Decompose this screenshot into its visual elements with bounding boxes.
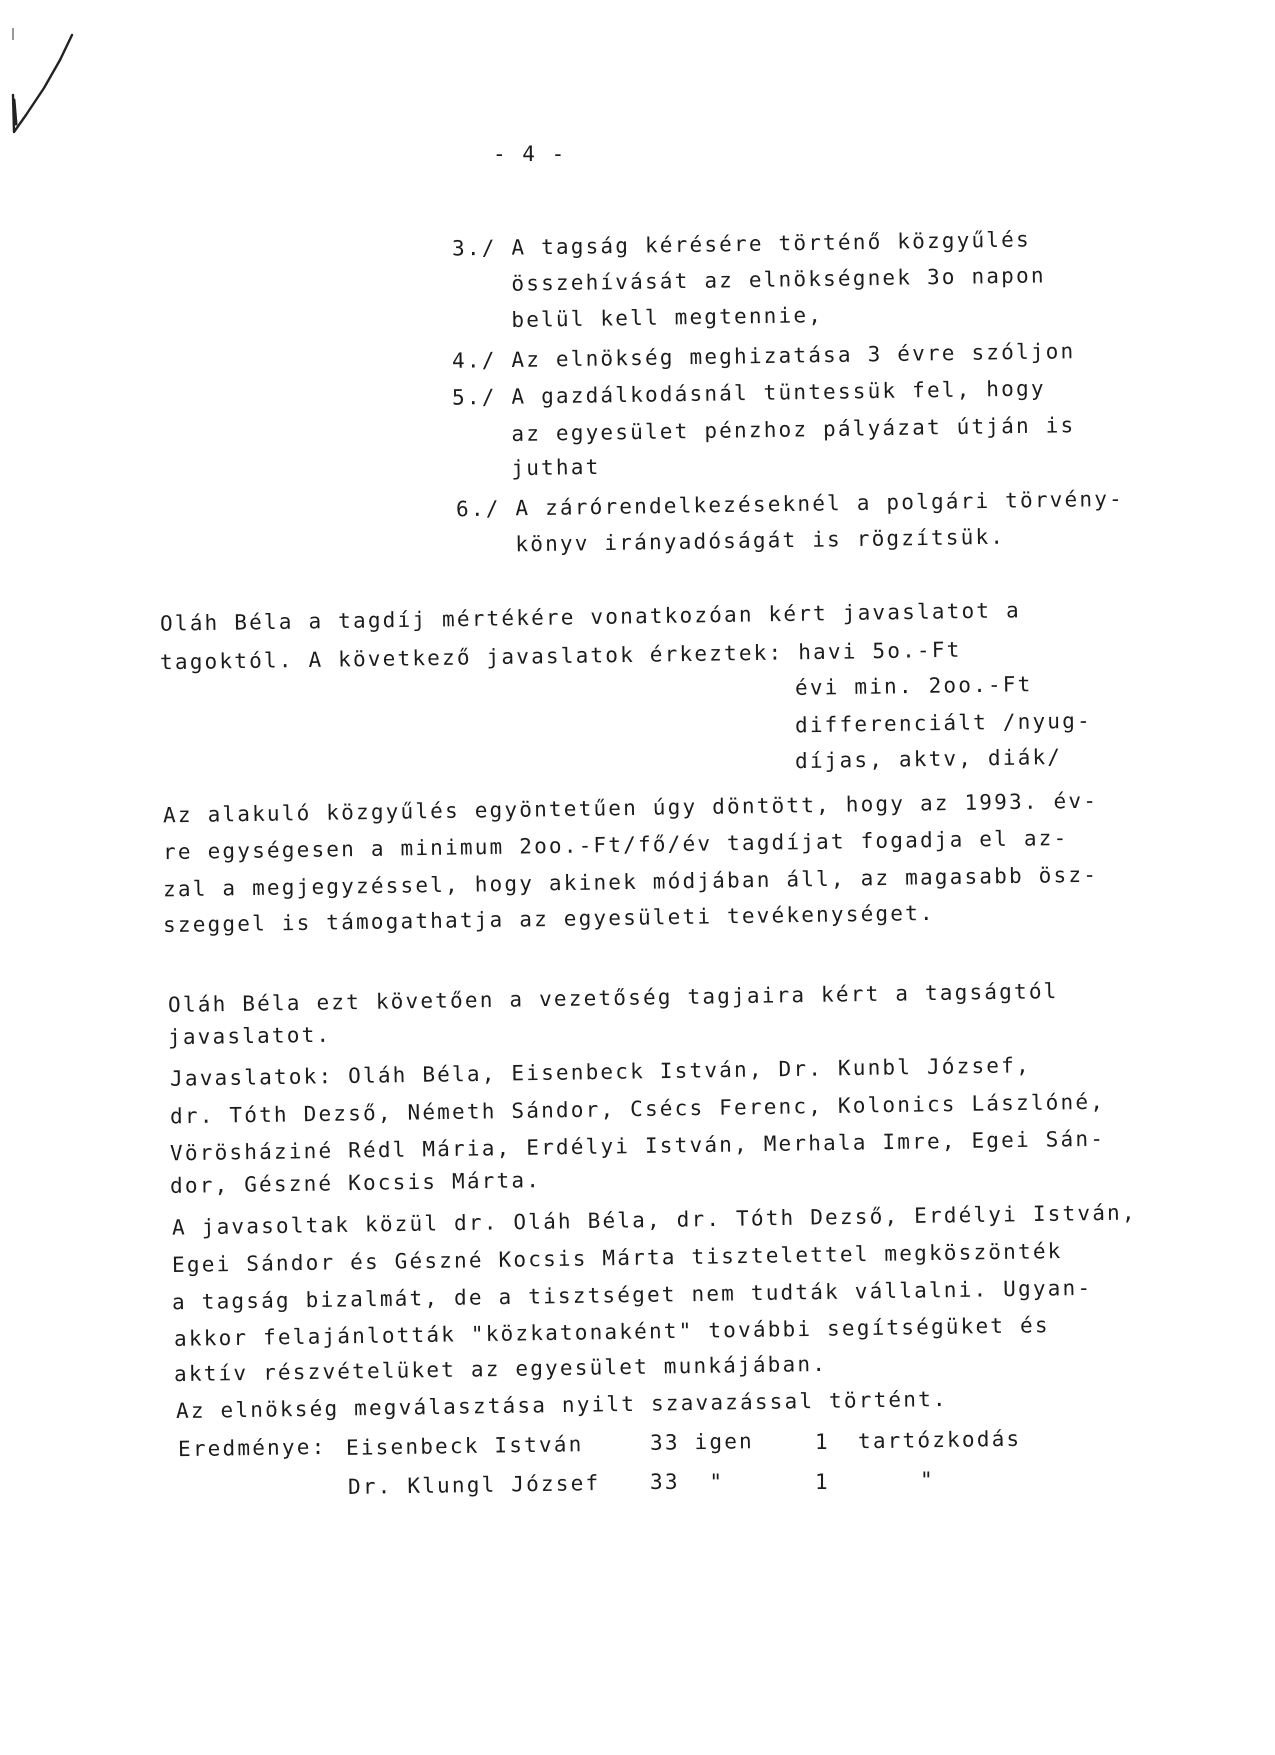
leadership-paragraph-line: akkor felajánlották "közkatonaként" további segítségüket és bbox=[173, 1313, 1050, 1351]
result-abstain: 1 bbox=[815, 1470, 830, 1494]
result-name: Eisenbeck István bbox=[345, 1432, 584, 1460]
leadership-paragraph-line: Javaslatok: Oláh Béla, Eisenbeck István, Dr. Kunbl József, bbox=[169, 1053, 1032, 1091]
list-item-line: 4./ Az elnökség meghizatása 3 évre szóljon bbox=[451, 339, 1076, 373]
decision-paragraph-line: zal a megjegyzéssel, hogy akinek módjában áll, az magasabb ösz- bbox=[162, 862, 1099, 902]
list-item-line: összehívását az elnökségnek 3o napon bbox=[451, 263, 1046, 297]
fee-proposal: díjas, aktv, diák/ bbox=[794, 744, 1063, 774]
leadership-paragraph-line: Az elnökség megválasztása nyilt szavazással történt. bbox=[175, 1386, 948, 1424]
leadership-paragraph-line: Oláh Béla ezt követően a vezetőség tagjaira kért a tagságtól bbox=[167, 979, 1059, 1017]
result-yes: 33 igen bbox=[649, 1429, 755, 1455]
list-item-line: az egyesület pénzhoz pályázat útján is bbox=[451, 413, 1076, 447]
list-item-line: juthat bbox=[451, 454, 601, 482]
result-name: Dr. Klungl József bbox=[347, 1471, 601, 1499]
result-abstain-label: " bbox=[920, 1468, 935, 1492]
result-abstain: 1 bbox=[815, 1430, 830, 1454]
result-abstain-label: tartózkodás bbox=[857, 1426, 1022, 1454]
handwritten-check-mark bbox=[0, 0, 90, 140]
fee-proposal: differenciált /nyug- bbox=[794, 708, 1093, 738]
results-label: Eredménye: bbox=[177, 1434, 327, 1462]
list-item-line: 3./ A tagság kérésére történő közgyűlés bbox=[451, 227, 1032, 261]
page-number: - 4 - bbox=[493, 142, 567, 166]
fee-paragraph-line: Oláh Béla a tagdíj mértékére vonatkozóan kért javaslatot a bbox=[159, 598, 1022, 636]
leadership-paragraph-line: javaslatot. bbox=[167, 1022, 332, 1050]
list-item-line: 5./ A gazdálkodásnál tüntessük fel, hogy bbox=[451, 376, 1046, 410]
leadership-paragraph-line: A javasoltak közül dr. Oláh Béla, dr. Tóth Dezső, Erdélyi István, bbox=[171, 1200, 1137, 1240]
decision-paragraph-line: Az alakuló közgyűlés egyöntetűen úgy döntött, hogy az 1993. év- bbox=[162, 788, 1099, 828]
leadership-paragraph-line: Vörösháziné Rédl Mária, Erdélyi István, Merhala Imre, Egei Sán- bbox=[169, 1126, 1106, 1166]
fee-paragraph-line: tagoktól. A következő javaslatok érkeztek: havi 5o.-Ft bbox=[159, 637, 962, 675]
leadership-paragraph-line: aktív részvételüket az egyesület munkájában. bbox=[173, 1351, 828, 1387]
list-item-line: 6./ A zárórendelkezéseknél a polgári törvény- bbox=[455, 486, 1125, 522]
leadership-paragraph-line: dr. Tóth Dezső, Németh Sándor, Csécs Ferenc, Kolonics Lászlóné, bbox=[169, 1089, 1106, 1129]
list-item-line: belül kell megtennie, bbox=[451, 303, 824, 333]
list-item-line: könyv irányadóságát is rögzítsük. bbox=[455, 524, 1006, 558]
result-yes: 33 " bbox=[650, 1470, 725, 1494]
decision-paragraph-line: re egységesen a minimum 2oo.-Ft/fő/év tagdíjat fogadja el az- bbox=[162, 825, 1069, 865]
leadership-paragraph-line: dor, Gészné Kocsis Márta. bbox=[169, 1168, 542, 1198]
leadership-paragraph-line: Egei Sándor és Gészné Kocsis Márta tisztelettel megköszönték bbox=[171, 1239, 1063, 1277]
fee-proposal: évi min. 2oo.-Ft bbox=[794, 672, 1033, 700]
leadership-paragraph-line: a tagság bizalmát, de a tisztséget nem tudták vállalni. Ugyan- bbox=[171, 1275, 1093, 1315]
decision-paragraph-line: szeggel is támogathatja az egyesületi tevékenységet. bbox=[162, 900, 935, 938]
